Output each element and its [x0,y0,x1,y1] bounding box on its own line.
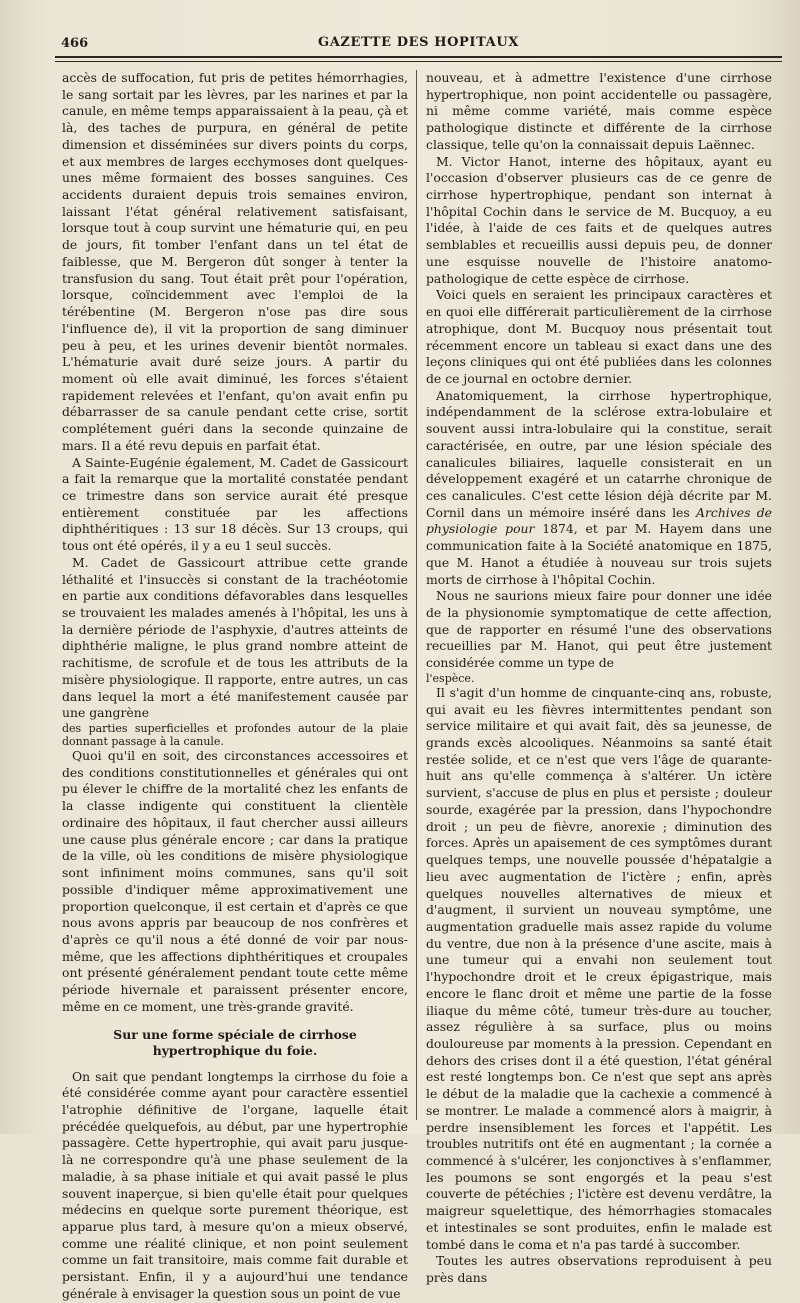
paragraph: Quoi qu'il en soit, des circonstances accessoires et des conditions constitutionnelles et générales qui ont pu élever le chiffre de la mortalité chez les enfants de la classe indigente qui constituent la clientèle ordinaire des hôpitaux, il faut chercher aussi ailleurs une cause plus générale encore ; car dans la pratique de la ville, où les conditions de misère physiologique sont infiniment moins communes, sans qu'il soit possible d'indiquer même approximativement une proportion quelconque, il est certain et d'après ce que nous avons appris par beaucoup de nos confrères et d'après ce qu'il nous a été donné de voir par nous-même, que les affections diphthéritiques et croupales ont présenté généralement pendant toute cette même période hivernale et paraissent présenter encore, même en ce moment, une très-grande gravité. [62,748,408,1014]
paragraph: Voici quels en seraient les principaux caractères et en quoi elle différerait particulièrement de la cirrhose atrophique, dont M. Bucquoy nous présentait tout récemment encore un tableau si exact dans une des leçons cliniques qui ont été publiées dans les colonnes de ce journal en octobre dernier. [426,287,772,386]
right-column [426,70,772,1287]
paragraph: nouveau, et à admettre l'existence d'une cirrhose hypertrophique, non point accidentelle ou passagère, ni même comme variété, mais comme espèce pathologique distincte et différente de la cirrhose classique, telle qu'on la connaissait depuis Laënnec. [426,70,772,152]
paragraph: On sait que pendant longtemps la cirrhose du foie a été considérée comme ayant pour caractère essentiel l'atrophie définitive de l'organe, laquelle était précédée quelquefois, au début, par une hypertrophie passagère. Cette hypertrophie, qui avait paru jusque-là ne correspondre qu'à une phase seulement de la maladie, à sa phase initiale et qui avait passé le plus souvent inaperçue, si bien qu'elle était pour quelques médecins en quelque sorte purement théorique, est apparue plus tard, à mesure qu'on a mieux observé, comme une réalité clinique, et non point seulement comme un fait transitoire, mais comme fait durable et persistant. Enfin, il y a aujourd'hui une tendance générale à envisager la question sous un point de vue [62,1068,408,1301]
page-header [55,32,782,60]
paragraph-text: 1874, et par M. Hayem dans une communication faite à la Société anatomique en 1875, que M. Hanot a étudiée à nouveau sur trois sujets morts de cirrhose à l'hôpital Cochin. [426,521,772,587]
paragraph-text: Anatomiquement, la cirrhose hypertrophique, indépendamment de la sclérose extra-lobulaire et souvent aussi intra-lobulaire qui la constitue, serait caractérisée, en outre, par une lésion spéciale des canalicules biliaires, laquelle consisterait en un développement exagéré et un catarrhe chronique de ces canalicules. C'est cette lésion déjà décrite par M. Cornil dans un mémoire inséré dans les [426,387,772,520]
paragraph-small-print: des parties superficielles et profondes autour de la plaie donnant passage à la canule. [62,722,408,749]
journal-title: Archives de physiologie pour [426,504,772,537]
page-number: 466 [61,36,89,51]
header-rule-thin [55,61,782,62]
paragraph [426,388,772,589]
paragraph: A Sainte-Eugénie également, M. Cadet de Gassicourt a fait la remarque que la mortalité constatée pendant ce trimestre dans son service aurait été presque entièrement constituée par les affections diphthéritiques : 13 sur 18 décès. Sur 13 croups, qui tous ont été opérés, il y a eu 1 seul succès. [62,454,408,554]
running-title: GAZETTE DES HOPITAUX [318,35,519,50]
paragraph: accès de suffocation, fut pris de petites hémorrhagies, le sang sortait par les lèvres, par les narines et par la canule, en même temps apparaissaient à la peau, çà et là, des taches de purpura, en général de petite dimension et disséminées sur divers points du corps, et aux membres de larges ecchymoses dont quelques-unes même formaient des bosses sanguines. Ces accidents duraient depuis trois semaines environ, laissant l'état général relativement satisfaisant, lorsque tout à coup survint une hématurie qui, en peu de jours, fit tomber l'enfant dans un tel état de faiblesse, que M. Bergeron dût songer à tenter la transfusion du sang. Tout était prêt pour l'opération, lorsque, coïncidemment avec l'emploi de la térébentine (M. Bergeron n'ose pas dire sous l'influence de), il vit la proportion de sang diminuer peu à peu, et les urines devenir bientôt normales. L'hématurie avait duré seize jours. A partir du moment où elle avait diminué, les forces s'étaient rapidement relevées et l'enfant, qu'on avait enfin pu débarrasser de sa canule pendant cette crise, sortit complétement guéri dans la seconde quinzaine de mars. Il a été revu depuis en parfait état. [62,70,408,453]
paragraph: M. Victor Hanot, interne des hôpitaux, ayant eu l'occasion d'observer plusieurs cas de ce genre de cirrhose hypertrophique, pendant son internat à l'hôpital Cochin dans le service de M. Bucquoy, a eu l'idée, à l'aide de ces faits et de quelques autres semblables et recueillis aussi depuis peu, de donner une esquisse nouvelle de l'histoire anatomo-pathologique de cette espèce de cirrhose. [426,153,772,286]
paragraph: Il s'agit d'un homme de cinquante-cinq ans, robuste, qui avait eu les fièvres intermittentes pendant son service militaire et qui avait fait, dès sa jeunesse, de grands excès alcooliques. Néanmoins sa santé était restée solide, et ce n'est que vers l'âge de quarante-huit ans qu'elle commença à s'altérer. Un ictère survient, s'accuse de plus en plus et persiste ; douleur sourde, exagérée par la pression, dans l'hypochondre droit ; un peu de fièvre, anorexie ; diminution des forces. Après un apaisement de ces symptômes durant quelques temps, une nouvelle poussée d'hépatalgie a lieu avec augmentation de l'ictère ; enfin, après quelques nouvelles alternatives de mieux et d'augment, il survient un nouveau symptôme, une augmentation graduelle mais assez rapide du volume du ventre, due non à la présence d'une ascite, mais à une tumeur qui a envahi non seulement tout l'hypochondre droit et le creux épigastrique, mais encore le flanc droit et même une partie de la fosse iliaque du même côté, tumeur très-dure au toucher, assez régulière à sa surface, plus ou moins douloureuse par moments à la pression. Cependant en dehors des crises dont il a été question, l'état général est resté longtemps bon. Ce n'est que sept ans après le début de la maladie que la cachexie a commencé à se montrer. Le malade a commencé alors à maigrir, à perdre insensiblement les forces et l'appétit. Les troubles nutritifs ont été en augmentant ; la cornée a commencé à s'ulcérer, les conjonctives à s'enflammer, les poumons se sont engorgés et la peau s'est couverte de pétéchies ; l'ictère est devenu verdâtre, la maigreur squelettique, des hémorrhagies stomacales et intestinales se sont produites, enfin le malade est tombé dans le coma et n'a pas tardé à succomber. [426,684,772,1252]
paragraph: Nous ne saurions mieux faire pour donner une idée de la physionomie symptomatique de cette affection, que de rapporter en résumé l'une des observations recueillies par M. Hanot, qui peut être justement considérée comme un type de [426,588,772,671]
paragraph-small-print: l'espèce. [426,671,475,685]
section-title: Sur une forme spéciale de cirrhose hypertrophique du foie. [113,1026,357,1058]
header-rule-thick [55,56,782,58]
column-divider [416,70,417,1120]
paragraph: M. Cadet de Gassicourt attribue cette grande léthalité et l'insuccès si constant de la trachéotomie en partie aux conditions défavorables dans lesquelles se trouvaient les malades amenés à l'hôpital, les uns à la dernière période de l'asphyxie, d'autres atteints de diphthérie maligne, le plus grand nombre atteint de rachitisme, de scrofule et de tous les attributs de la misère physiologique. Il rapporte, entre autres, un cas dans lequel la mort a été manifestement causée par une gangrène [62,554,408,721]
paragraph: Toutes les autres observations reproduisent à peu près dans [426,1253,772,1286]
left-column [62,70,408,1303]
